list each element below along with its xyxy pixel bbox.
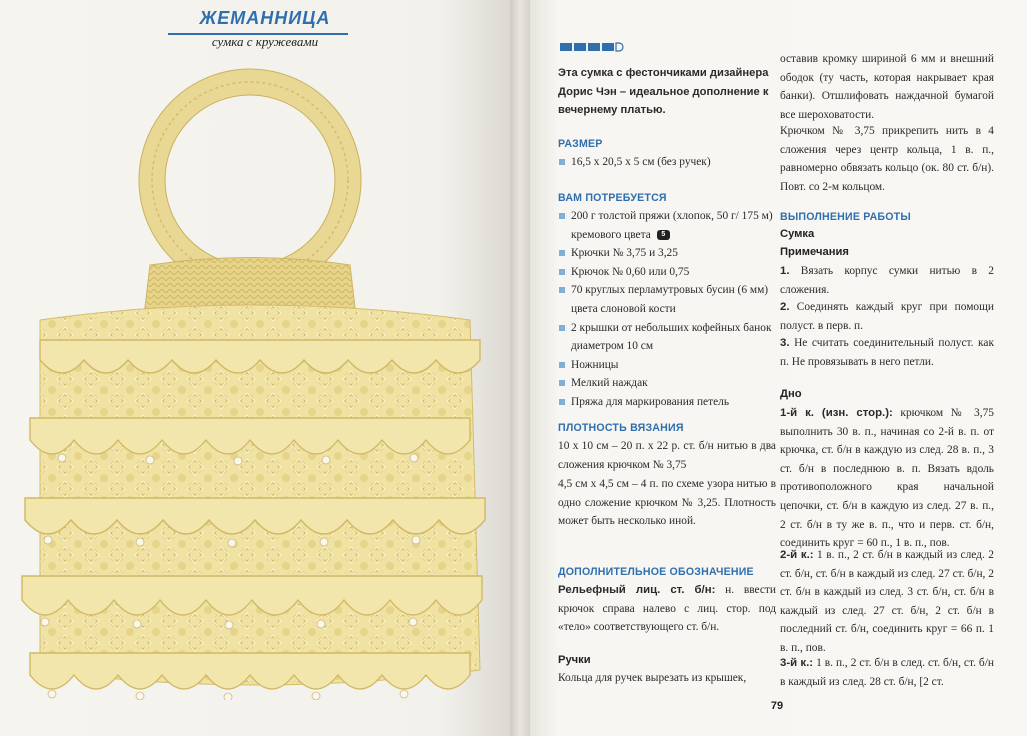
crochet-bag-photo [0, 60, 512, 700]
bullet-square-icon [559, 250, 565, 256]
list-item: 200 г толстой пряжи (хлопок, 50 г/ 175 м) кремового цвета 5 [558, 207, 776, 244]
handles-heading: Ручки [558, 654, 591, 666]
row-2: 2-й к.: 1 в. п., 2 ст. б/н в каждый из след. 2 ст. б/н, ст. б/н в каждый из след. 27 ст. б/н, 2 ст. б/н в каждый из след. 3 ст. б/н, ст. б/н в каждый из след. 27 ст. б/н, 2 ст. б/н в последний ст. б/н, соединить круг = 66 п. 1 в. п., пов. [780, 549, 994, 654]
list-item: 16,5 x 20,5 x 5 см (без ручек) [558, 153, 776, 172]
gauge-text-2: 4,5 см x 4,5 см – 4 п. по схеме узора нитью в одно сложение крючком № 3,25. Плотность может быть несколько иной. [558, 478, 776, 528]
row-3: 3-й к.: 1 в. п., 2 ст. б/н в след. ст. б/н, ст. б/н в каждый из след. 28 ст. б/н, [2 ст. [780, 657, 994, 688]
bullet-square-icon [559, 325, 565, 331]
handles-text: Кольца для ручек вырезать из крышек, [558, 672, 747, 684]
handles-text-2: Крючком № 3,75 прикрепить нить в 4 сложения через центр кольца, 1 в. п., равномерно обвязать кольцо (ок. 80 ст. б/н). Повт. со 2-м кольцом. [780, 125, 994, 193]
size-list [558, 153, 776, 172]
handles-text-continued: оставив кромку шириной 6 мм и внешний ободок (ту часть, которая накрывает края банки). Отшлифовать наждачной бумагой все шероховатости. [780, 53, 994, 121]
difficulty-level-icon [560, 42, 626, 52]
note-1: 1. Вязать корпус сумки нитью в 2 сложения. [780, 265, 994, 296]
materials-list [558, 207, 776, 412]
bullet-square-icon [559, 213, 565, 219]
book-gutter [510, 0, 532, 736]
note-2: 2. Соединять каждый круг при помощи полуст. в перв. п. [780, 301, 994, 332]
list-item: Крючок № 0,60 или 0,75 [558, 263, 776, 282]
bullet-square-icon [559, 287, 565, 293]
size-heading: РАЗМЕР [558, 138, 603, 150]
materials-heading: ВАМ ПОТРЕБУЕТСЯ [558, 192, 667, 204]
abbreviation-heading: ДОПОЛНИТЕЛЬНОЕ ОБОЗНАЧЕНИЕ [558, 566, 754, 578]
list-item: 2 крышки от небольших кофейных банок диаметром 10 см [558, 319, 776, 356]
list-item: Ножницы [558, 356, 776, 375]
gauge-text: 10 x 10 см – 20 п. x 22 р. ст. б/н нитью в два сложения крючком № 3,75 [558, 440, 776, 471]
notes-heading: Примечания [780, 246, 849, 258]
note-3: 3. Не считать соединительный полуст. как п. Не провязывать в него петли. [780, 337, 994, 368]
list-item: Крючки № 3,75 и 3,25 [558, 244, 776, 263]
bullet-square-icon [559, 269, 565, 275]
yarn-weight-icon: 5 [657, 230, 670, 240]
list-item: Пряжа для маркирования петель [558, 393, 776, 412]
list-item: 70 круглых перламутровых бусин (6 мм) цвета слоновой кости [558, 281, 776, 318]
bottom-heading: Дно [780, 388, 802, 400]
abbreviation-text: Рельефный лиц. ст. б/н: н. ввести крючок справа налево с лиц. стор. под «тело» соответствующего ст. б/н. [558, 584, 776, 634]
page-number: 79 [770, 700, 784, 712]
right-page [530, 0, 1027, 736]
intro-text: Эта сумка с фестончиками дизайнера Дорис Чэн – идеальное дополнение к вечернему платью. [558, 67, 769, 117]
row-1: 1-й к. (изн. стор.): крючком № 3,75 выполнить 30 в. п., начиная со 2-й в. п. от крючка, ст. б/н в каждую из след. 28 в. п., 3 ст. б/н в последнюю в. п. Вязать вдоль противоположного края начальной цепочки, ст. б/н в каждую из след. 27 в. п., 2 ст. б/н в ту же в. п., что и перв. ст. б/н, соединить круг = 60 п., 1 в. п., пов. [780, 407, 994, 550]
list-item: Мелкий наждак [558, 374, 776, 393]
instructions-heading: ВЫПОЛНЕНИЕ РАБОТЫ [780, 211, 911, 223]
page-subtitle: сумка с кружевами [211, 34, 319, 49]
bullet-square-icon [559, 399, 565, 405]
bullet-square-icon [559, 362, 565, 368]
gauge-heading: ПЛОТНОСТЬ ВЯЗАНИЯ [558, 422, 684, 434]
bullet-square-icon [559, 159, 565, 165]
page-title: ЖЕМАННИЦА [199, 8, 331, 28]
bag-heading: Сумка [780, 228, 815, 240]
bullet-square-icon [559, 380, 565, 386]
